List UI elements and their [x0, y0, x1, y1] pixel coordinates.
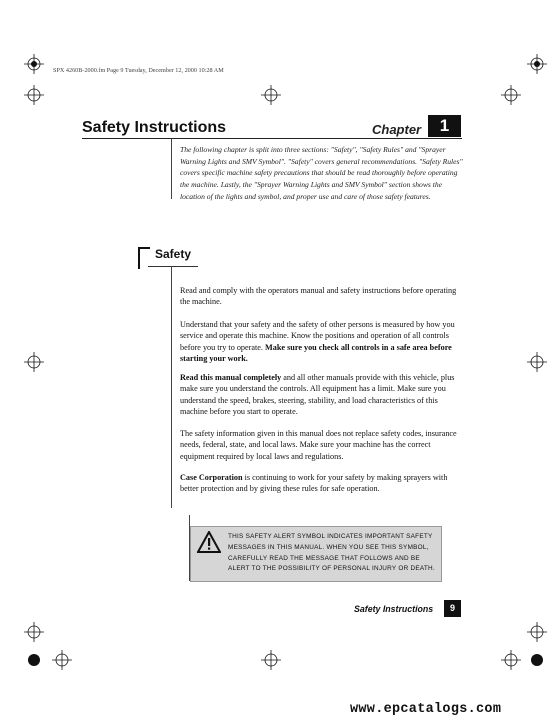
paragraph-1: Read and comply with the operators manual and safety instructions before operating the machine. [180, 286, 457, 307]
paragraph-5-text: is continuing to work for your safety by making sprayers with better protection and by giving these rules for safe operation. [180, 473, 448, 494]
section-heading: Safety [155, 247, 192, 261]
section-rule [148, 266, 198, 267]
paragraph-5-bold: Case Corporation [180, 473, 243, 482]
safety-alert-text: THIS SAFETY ALERT SYMBOL INDICATES IMPORTANT SAFETY MESSAGES IN THIS MANUAL. WHEN YOU SEE THIS SYMBOL, CAREFULLY READ THE MESSAGE THAT FOLLOWS AND BE ALERT TO THE POSSIBILITY OF PERSONAL INJURY OR DEATH. [228, 533, 435, 573]
paragraph-2 [180, 319, 463, 365]
file-header-line: SPX 4260B-2000.fm Page 9 Tuesday, December 12, 2000 10:28 AM [53, 67, 224, 74]
footer-title: Safety Instructions [354, 604, 434, 614]
intro-margin-rule [171, 139, 172, 199]
chapter-label: Chapter [372, 122, 422, 137]
warning-triangle-icon [197, 531, 221, 553]
body-margin-rule [171, 266, 172, 508]
paragraph-4: The safety information given in this manual does not replace safety codes, insurance needs, federal, state, and local laws. Make sure your machine has the correct equipment required by local laws and regulations. [180, 429, 457, 461]
chapter-intro: The following chapter is split into three sections: "Safety", "Safety Rules" and "Sprayer Warning Lights and SMV Symbol". "Safety" covers general recommendations. "Safety Rules" covers specific machine safety precautions that should be read thoroughly before operating the machine. Lastly, the "Sprayer Warning Lights and SMV Symbol" section shows the location of the lights and symbol, and proper use and care of those safety features. [180, 145, 463, 201]
paragraph-3 [180, 372, 463, 418]
chapter-rule [82, 138, 462, 139]
paragraph-5 [180, 472, 463, 495]
watermark-url: www.epcatalogs.com [350, 702, 502, 717]
footer-page-number: 9 [444, 600, 461, 617]
paragraph-2-bold: Make sure you check all controls in a safe area before starting your work. [180, 342, 452, 364]
paragraph-3-bold: Read this manual completely [180, 373, 282, 382]
paragraph-2-text: Understand that your safety and the safety of other persons is measured by how you service and operate this machine. Know the positions and operation of all controls before you try to operate. [180, 320, 455, 352]
chapter-title: Safety Instructions [82, 119, 227, 136]
chapter-number-badge: 1 [428, 115, 461, 137]
paragraph-3-text: and all other manuals provide with this vehicle, plus make sure you understand the controls. All equipment has a limit. Make sure you understand the speed, brakes, steering, stability, and load characteristics of this machine before you start to operate. [180, 373, 455, 417]
